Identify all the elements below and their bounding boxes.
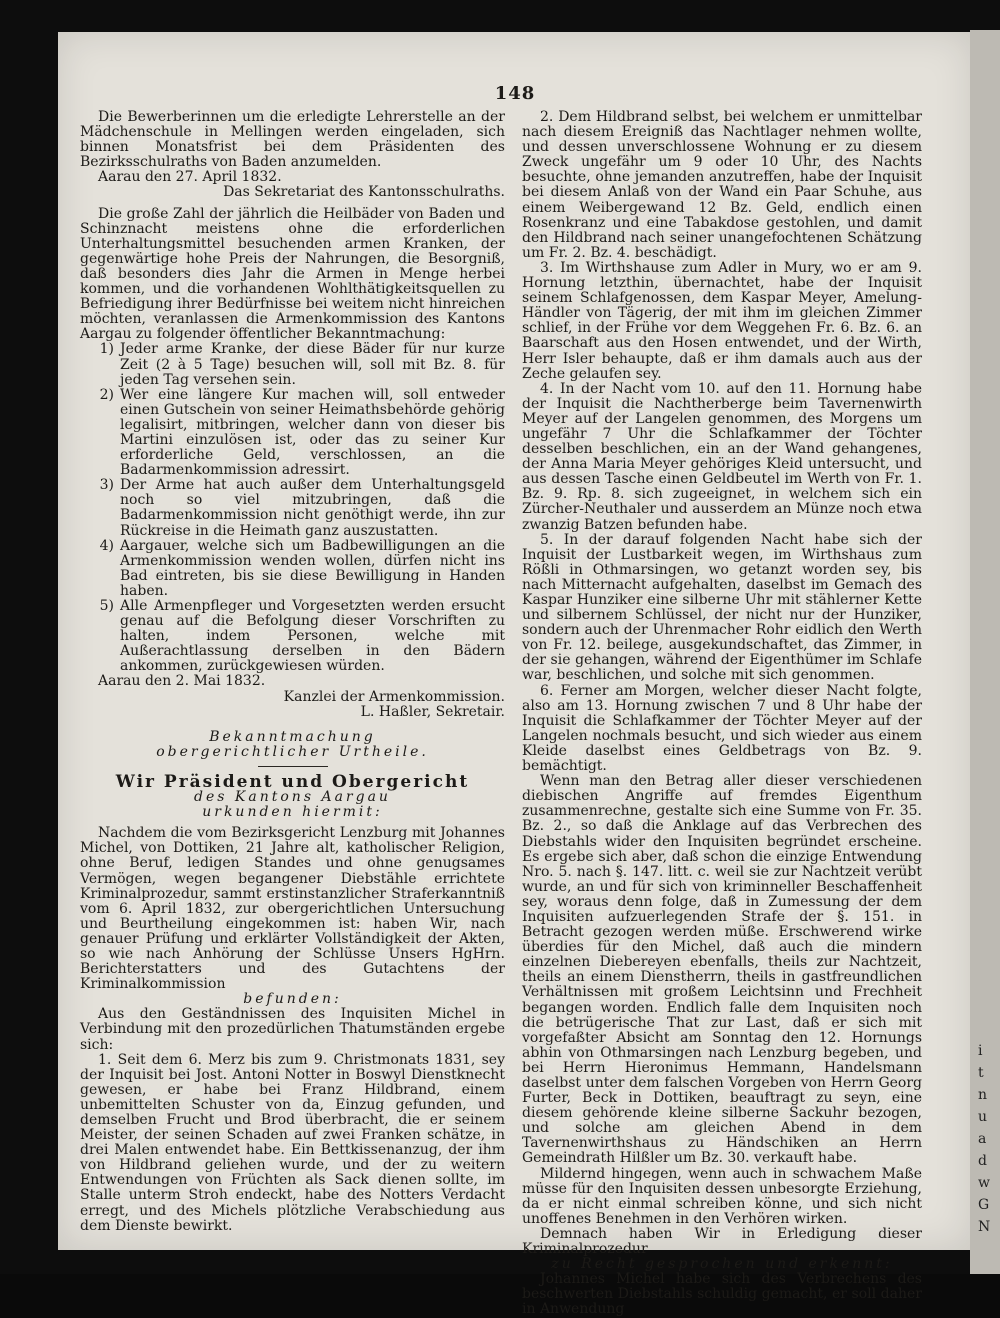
notice-signature: L. Haßler, Sekretair. (360, 703, 505, 720)
notice-date: Aarau den 27. April 1832. (98, 169, 282, 186)
list-number: 3) (99, 477, 114, 494)
judgment-intro: Nachdem die vom Bezirksgericht Lenzburg mit Johannes Michel, von Dottiken, 21 Jahre alt, katholischer Religion, ohne Beruf, ledigen Standes und ohne genugsames Vermögen, wegen begangener Diebstähle errichtete Kriminalprozedur, sammt erstinstanzlicher Straferkanntniß vom 6. April 1832, zur obergerichtlichen Untersuchung und Beurtheilung eingekommen ist: haben Wir, nach genauer Prüfung und erklärter Vollständigkeit der Akten, so wie nach Anhörung der Schlüsse Unsers HgHrn. Berichterstatters und des Gutachtens der Kriminalkommission (80, 825, 505, 993)
notice-date: Aarau den 2. Mai 1832. (98, 673, 266, 690)
list-item (80, 599, 505, 674)
list-text: Der Arme hat auch außer dem Unterhaltungsgeld noch so viel mitzubringen, daß die Badarmenkommission nicht genöthigt werde, ihn zur Rückreise in die Heimath ganz auszustatten. (120, 477, 505, 539)
judgment-paragraph: Aus den Geständnissen des Inquisiten Michel in Verbindung mit den prozedürlichen Thatumständen ergebe sich: (80, 1006, 505, 1053)
edge-letter: d (978, 1153, 987, 1169)
edge-letter: u (978, 1109, 988, 1125)
list-number: 1) (99, 341, 114, 358)
judgment-paragraph: Mildernd hingegen, wenn auch in schwachem Maße müsse für den Inquisiten dessen unbesorgte Erziehung, da er nicht einmal schreiben könne, und sich nicht unoffenes Benehmen in den Verhören wirken. (522, 1165, 922, 1227)
list-text: Wer eine längere Kur machen will, soll entweder einen Gutschein von seiner Heimathsbehörde gehörig legalisirt, mitbringen, welcher dann von dieser bis Martini einzulösen ist, oder das zu seiner Kur erforderliche Geld, verschlossen, an die Badarmenkommission adressirt. (120, 386, 505, 479)
page-number: 148 (494, 83, 536, 104)
list-item (80, 478, 505, 538)
list-text: Aargauer, welche sich um Badbewilligungen an die Armenkommission wenden wollen, dürfen nicht ins Bad eintreten, bis sie diese Bewilligung in Handen haben. (120, 537, 505, 599)
section-title: Bekanntmachung (209, 728, 376, 745)
judgment-paragraph: 4. In der Nacht vom 10. auf den 11. Hornung habe der Inquisit die Nachtherberge beim Tavernenwirth Meyer auf der Langelen genommen, des Morgens um ungefähr 7 Uhr die Schlafkammer der Töchter desselben beschlichen, ein an der Wand gehangenes, der Anna Maria Meyer gehöriges Kleid untersucht, und aus dessen Tasche einen Geldbeutel im Werth von Fr. 1. Bz. 9. Rp. 8. sich zugeeignet, in welchem sich ein Zürcher-Neuthaler und ausserdem an Münze noch etwa zwanzig Batzen befunden habe. (522, 380, 922, 533)
list-text: Jeder arme Kranke, der diese Bäder für nur kurze Zeit (2 à 5 Tage) besuchen will, soll mit Bz. 8. für jeden Tag versehen sein. (120, 341, 505, 388)
verdict-heading: zu Recht gesprochen und erkennt: (551, 1256, 893, 1273)
court-subheadline: des Kantons Aargau (194, 789, 391, 806)
edge-letter: i (978, 1043, 983, 1059)
judgment-paragraph: Demnach haben Wir in Erledigung dieser Kriminalprozedur (522, 1225, 922, 1258)
edge-letter: w (978, 1175, 990, 1191)
right-column (522, 110, 922, 1318)
divider (258, 766, 328, 767)
spa-notice-list (80, 342, 505, 674)
findings-heading: befunden: (243, 991, 342, 1008)
spa-notice-intro: Die große Zahl der jährlich die Heilbäder von Baden und Schinznacht meistens ohne die erforderlichen Unterhaltungsmittel besuchenden armen Kranken, der gegenwärtige hohe Preis der Nahrungen, die Besorgniß, daß besonders dies Jahr die Armen in Menge herbei kommen, und die vorhandenen Wohlthätigkeitsquellen zu Befriedigung ihrer Bedürfnisse bei weitem nicht hinreichen möchten, veranlassen die Armenkommission des Kantons Aargau zu folgender öffentlicher Bekanntmachung: (80, 205, 505, 343)
list-number: 5) (99, 598, 114, 614)
notice-signature: Kanzlei der Armenkommission. (283, 688, 505, 705)
court-declaration: urkunden hiermit: (202, 804, 383, 821)
verdict-paragraph: Johannes Michel habe sich des Verbrechens des beschwerten Diebstahls schuldig gemacht, er soll daher in Anwendung (522, 1271, 922, 1318)
judgment-paragraph: Wenn man den Betrag aller dieser verschiedenen diebischen Angriffe auf fremdes Eigenthum zusammenrechne, gestalte sich eine Summe von Fr. 35. Bz. 2., so daß die Anklage auf das Verbrechen des Diebstahls wider den Inquisiten begründet erscheine. Es ergebe sich aber, daß schon die einzige Entwendung Nro. 5. nach §. 147. litt. c. weil sie zur Nachtzeit verübt wurde, an und für sich von kriminneller Beschaffenheit sey, woraus denn folge, daß in Zumessung der dem Inquisiten aufzuerlegenden Strafe der §. 151. in Betracht gezogen werden müße. Erschwerend wirke überdies für den Michel, daß auch die mindern einzelnen Diebereyen ebenfalls, theils zur Nachtzeit, theils an einem Dienstherrn, theils in gastfreundlichen Verhältnissen mit großem Leichtsinn und Frechheit begangen worden. Endlich falle dem Inquisiten noch die betrügerische That zur Last, daß er sich mit vorgefaßter Absicht am Sonntag den 12. Hornungs abhin von Othmarsingen nach Lenzburg begeben, und bei Herrn Hieronimus Hemmann, Handelsmann daselbst unter dem falschen Vorgeben von Herrn Georg Furter, Beck in Dottiken, beauftragt zu seyn, eine diesem gehörende kleine silberne Sackuhr bezogen, und solche am gleichen Abend in dem Tavernenwirthshaus zu Händschiken an Herrn Gemeindrath Hilßler um Bz. 30. verkauft habe. (522, 773, 922, 1167)
edge-letter: N (978, 1219, 991, 1235)
edge-letter: G (978, 1197, 990, 1213)
list-item (80, 539, 505, 599)
edge-letter: a (978, 1131, 987, 1147)
list-item (80, 388, 505, 479)
list-text: Alle Armenpfleger und Vorgesetzten werden ersucht genau auf die Befolgung dieser Vorschriften zu halten, indem Personen, welche mit Außerachtlassung derselben in den Bädern ankommen, zurückgewiesen würden. (120, 598, 505, 675)
left-column (80, 110, 505, 1234)
court-headline: Wir Präsident und Obergericht (115, 771, 470, 792)
edge-letter: t (978, 1065, 984, 1081)
teacher-vacancy-notice: Die Bewerberinnen um die erledigte Lehrerstelle an der Mädchenschule in Mellingen werden eingeladen, sich binnen Monatsfrist bei dem Präsidenten des Bezirksschulraths von Baden anzumelden. (80, 109, 505, 171)
judgment-paragraph: 6. Ferner am Morgen, welcher dieser Nacht folgte, also am 13. Hornung zwischen 7 und 8 Uhr habe der Inquisit die Schlafkammer der Töchter Meyer auf der Langelen nochmals besucht, und sich wieder aus einem Kleide daselbst eines Geldbetrags von Bz. 9. bemächtigt. (522, 682, 922, 775)
judgment-paragraph: 2. Dem Hildbrand selbst, bei welchem er unmittelbar nach diesem Ereigniß das Nachtlager nehmen wollte, und dessen unverschlossene Wohnung er zu diesem Zweck ungefähr um 9 oder 10 Uhr, des Nachts besuchte, ohne jemanden anzutreffen, habe der Inquisit bei diesem Anlaß von der Wand ein Paar Schuhe, aus einem Weibergewand 12 Bz. Geld, endlich einen Rosenkranz und eine Tabakdose gestohlen, und damit den Hildbrand nach seiner unangefochtenen Schätzung um Fr. 2. Bz. 4. beschädigt. (522, 109, 922, 261)
section-subtitle: obergerichtlicher Urtheile. (156, 743, 429, 760)
judgment-paragraph: 1. Seit dem 6. Merz bis zum 9. Christmonats 1831, sey der Inquisit bei Jost. Antoni Notter in Boswyl Dienstknecht gewesen, er habe bei Franz Hildbrand, einem unbemittelten Schuster von da, Einzug gefunden, und demselben Frucht und Brod überbracht, die er seinem Meister, der seinen Schaden auf zwei Franken schätze, in drei Malen entwendet habe. Ein Bettkissenanzug, der ihm von Hildbrand geliehen wurde, und der zu weitern Entwendungen von Früchten als Sack dienen sollte, im Stalle unterm Stroh endeckt, habe des Notters Verdacht erregt, und des Michels plötzliche Verabschiedung aus dem Dienste bewirkt. (80, 1051, 505, 1234)
adjacent-page-letters (978, 1040, 1000, 1238)
list-item (80, 342, 505, 387)
edge-letter: n (978, 1087, 988, 1103)
notice-signature: Das Sekretariat des Kantonsschulraths. (223, 184, 505, 201)
list-number: 2) (99, 386, 114, 403)
list-number: 4) (99, 537, 114, 554)
judgment-paragraph: 5. In der darauf folgenden Nacht habe sich der Inquisit der Lustbarkeit wegen, im Wirthshaus zum Rößli in Othmarsingen, wo getanzt worden sey, bis nach Mitternacht aufgehalten, daselbst im Gemach des Kaspar Hunziker eine silberne Uhr mit stählerner Kette und silbernem Schlüssel, der nicht nur der Hunziker, sondern auch der Uhrenmacher Rohr eidlich den Werth von Fr. 12. beilege, ausgekundschaftet, das Zimmer, in der sie gehangen, während der Eigenthümer im Schlafe war, beschlichen, und solche mit sich genommen. (522, 531, 922, 684)
judgment-paragraph: 3. Im Wirthshause zum Adler in Mury, wo er am 9. Hornung letzthin, übernachtet, habe der Inquisit seinem Schlafgenossen, dem Kaspar Meyer, Amelung-Händler von Tägerig, der mit ihm im gleichen Zimmer schlief, in der Frühe vor dem Weggehen Fr. 6. Bz. 6. an Baarschaft aus den Hosen entwendet, und der Wirth, Herr Isler behaupte, daß er ihm damals auch aus der Zeche gelaufen sey. (522, 259, 922, 382)
